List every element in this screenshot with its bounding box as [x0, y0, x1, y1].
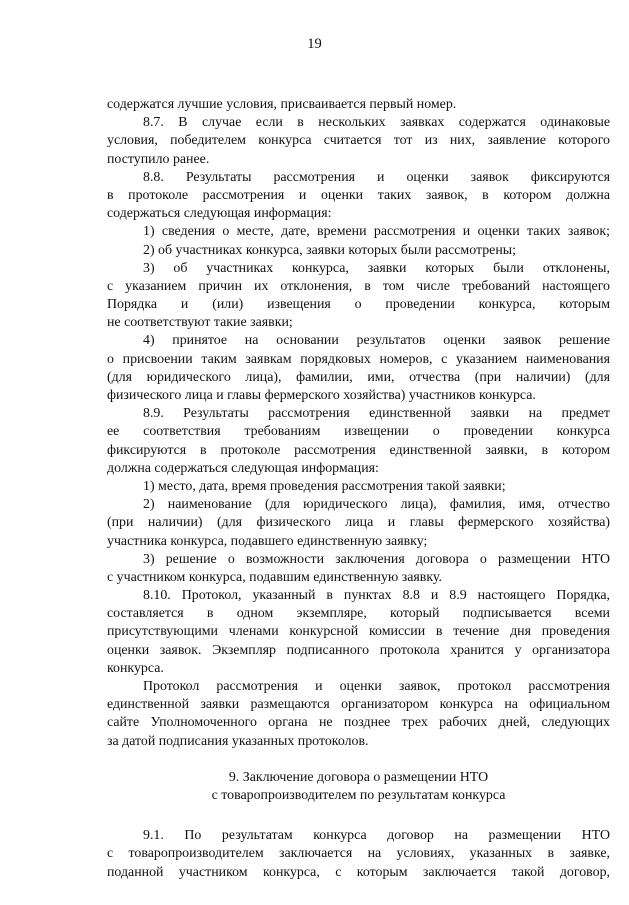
text-line: не соответствуют такие заявки;	[107, 315, 293, 331]
section-9-paragraphs	[107, 827, 610, 882]
text-line: поданной участником конкурса, с которым заключается такой договор,	[107, 864, 610, 880]
text-line: содержаться следующая информация:	[107, 206, 332, 222]
text-line: Порядка и (или) извещения о проведении конкурса, которым	[107, 297, 610, 313]
section-9-heading	[107, 769, 610, 805]
text-line: о присвоении таким заявкам порядковых номеров, с указанием наименования	[107, 351, 610, 367]
text-line: за датой подписания указанных протоколов.	[107, 733, 369, 749]
text-line: единственной заявки размещаются организатором конкурса на официальном	[107, 697, 610, 713]
section-8-paragraphs	[107, 96, 610, 751]
text-line: 1) сведения о месте, дате, времени рассмотрения и оценки таких заявок;	[143, 224, 610, 240]
text-line: 3) решение о возможности заключения договора о размещении НТО	[143, 551, 610, 567]
text-line: 1) место, дата, время проведения рассмотрения такой заявки;	[143, 478, 506, 494]
text-line: (при наличии) (для физического лица и главы фермерского хозяйства)	[107, 515, 610, 531]
text-line: фиксируются в протоколе рассмотрения единственной заявки, в котором	[107, 442, 610, 458]
text-line: 2) об участниках конкурса, заявки которых были рассмотрены;	[143, 242, 516, 258]
text-line: присутствующими членами конкурсной комиссии в течение дня проведения	[107, 624, 610, 640]
text-line: Протокол рассмотрения и оценки заявок, протокол рассмотрения	[143, 679, 610, 694]
text-line: в протоколе рассмотрения и оценки таких заявок, в котором должна	[107, 187, 610, 203]
heading-line: с товаропроизводителем по результатам конкурса	[211, 787, 506, 803]
text-line: 8.7. В случае если в нескольких заявках содержатся одинаковые	[143, 115, 610, 131]
text-line: физического лица и главы фермерского хозяйства) участников конкурса.	[107, 388, 536, 403]
text-line: 8.8. Результаты рассмотрения и оценки заявок фиксируются	[143, 169, 610, 185]
text-line: (для юридического лица), фамилии, ими, отчества (при наличии) (для	[107, 369, 610, 385]
text-line: с указанием причин их отклонения, в том числе требований настоящего	[107, 278, 610, 294]
text-line: конкурса.	[107, 660, 164, 676]
document-body	[107, 96, 610, 882]
text-line: сайте Уполномоченного органа не позднее трех рабочих дней, следующих	[107, 715, 610, 731]
text-line: оценки заявок. Экземпляр подписанного протокола хранится у организатора	[107, 642, 610, 658]
text-line: поступило ранее.	[107, 151, 210, 167]
text-line: с участником конкурса, подавшим единственную заявку.	[107, 569, 442, 585]
text-line: с товаропроизводителем заключается на условиях, указанных в заявке,	[107, 846, 610, 862]
text-line: 8.9. Результаты рассмотрения единственной заявки на предмет	[143, 406, 610, 422]
text-line: 8.10. Протокол, указанный в пунктах 8.8 и 8.9 настоящего Порядка,	[143, 588, 610, 604]
text-line: 2) наименование (для юридического лица), фамилия, имя, отчество	[143, 497, 610, 513]
text-line: составляется в одном экземпляре, который подписывается всеми	[107, 606, 610, 622]
text-line: должна содержаться следующая информация:	[107, 460, 379, 476]
text-line: содержатся лучшие условия, присваивается первый номер.	[107, 97, 457, 112]
text-line: 3) об участниках конкурса, заявки которых были отклонены,	[143, 260, 610, 276]
text-line: ее соответствия требованиям извещении о проведении конкурса	[107, 424, 610, 440]
heading-line: 9. Заключение договора о размещении НТО	[228, 769, 489, 785]
text-line: участника конкурса, подавшего единственную заявку;	[107, 533, 428, 549]
text-line: 9.1. По результатам конкурса договор на размещении НТО	[143, 828, 610, 844]
text-line: условия, победителем конкурса считается тот из них, заявление которого	[107, 133, 610, 149]
page-number: 19	[307, 36, 322, 52]
text-line: 4) принятое на основании результатов оценки заявок решение	[143, 333, 610, 349]
